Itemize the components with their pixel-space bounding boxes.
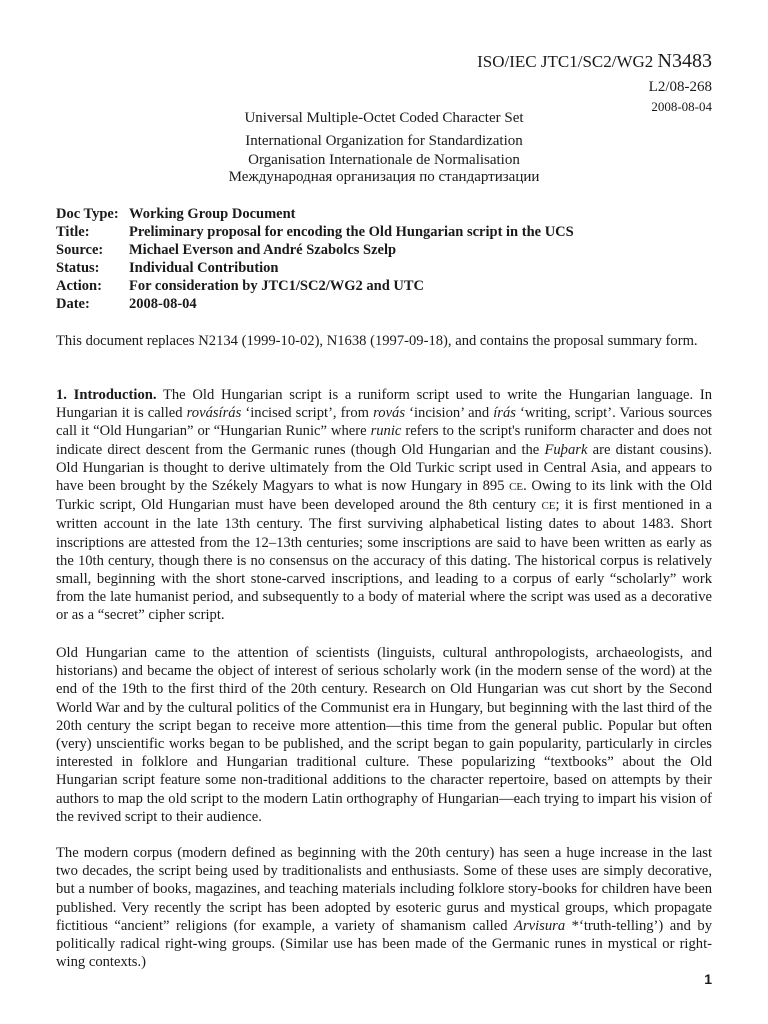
intro-paragraph-1: 1. Introduction. The Old Hungarian script is a runiform script used to write the Hungarian language. In Hungarian it is called rovásírás ‘incised script’, from rovás ‘incision’ and írás ‘writing, script’. Various sources call it “Old Hungarian” or “Hungarian Runic” where runic refers to the script's runiform character and does not indicate direct descent from the Germanic runes (though Old Hungarian and the Fuþark are distant cousins). Old Hungarian is thought to derive ultimately from the Old Turkic script used in Central Asia, and appears to have been brought by the Székely Magyars to what is now Hungary in 895 CE. Owing to its link with the Old Turkic script, Old Hungarian must have been developed around the 8th century CE; it is first mentioned in a written account in the late 13th century. The first surviving alphabetical listing dates to about 1483. Short inscriptions are attested from the 12–13th centuries; some inscriptions are said to have been written as early as the 10th century, though there is no consensus on the accuracy of this dating. The historical corpus is relatively small, beginning with the short stone-carved inscriptions, and leading to a corpus of early “scholarly” work from the late humanist period, and subsequently to a body of material where the script was used as a decorative or as a “secret” cipher script. [56,387,713,624]
org-line-3: Organisation Internationale de Normalisation [248,152,520,168]
meta-value: For consideration by JTC1/SC2/WG2 and UTC [129,278,425,294]
meta-row-source [56,241,574,259]
term-arvisura: Arvisura [514,917,566,934]
term-runic: runic [370,423,402,440]
term-rovas: rovás [373,405,406,422]
page-number: 1 [704,971,712,987]
meta-row-date [56,295,574,313]
org-line-1: Universal Multiple-Octet Coded Character Set [244,110,524,126]
document-metadata [56,205,574,313]
ref-number: N3483 [657,50,712,72]
era-abbrev: CE [541,500,556,513]
replacement-note: This document replaces N2134 (1999-10-02), N1638 (1997-09-18), and contains the proposal summary form. [56,333,698,349]
intro-paragraph-3: The modern corpus (modern defined as beginning with the 20th century) has seen a huge increase in the last two decades, the script being used by traditionalists and enthusiasts. Some of these uses are simply decorative, but a number of books, magazines, and teaching materials including folklore story-books for children have been published. Very recently the script has been adopted by esoteric gurus and mystical groups, which propagate fictitious “ancient” religions (for example, a variety of shamanism called Arvisura *‘truth-telling’) and by politically radical right-wing groups. (Similar use has been made of the Germanic runes in mystical or right-wing contexts.) [56,845,712,971]
meta-key: Title: [56,224,90,240]
intro-paragraph-2: Old Hungarian came to the attention of scientists (linguists, cultural anthropologists, archaeologists, and historians) and became the object of interest of serious scholarly work (in the modern sense of the word) at the end of the 19th to the first third of the 20th century. Research on Old Hungarian was cut short by the Second World War and by the cultural politics of the Communist era in Hungary, but beginning with the last third of the 20th century the script began to receive more attention—this time from the general public. Popular but often (very) unscientific works began to be published, and the script began to gain popularity, particularly in circles interested in folklore and Hungarian traditional culture. These popularizing “textbooks” about the Old Hungarian script feature some non-traditional additions to the character repertoire, based on attempts by their authors to map the old script to the modern Latin orthography of Hungarian—each trying to impart his vision of the revived script to their audience. [56,645,712,825]
meta-key: Status: [56,260,100,276]
meta-value: Working Group Document [129,206,296,222]
meta-row-doc-type [56,205,574,223]
document-reference [477,50,712,73]
meta-key: Doc Type: [56,206,119,222]
meta-row-action [56,277,574,295]
term-rovasiras: rovásírás [186,405,242,422]
l2-number: L2/08-268 [648,79,712,95]
meta-value: Michael Everson and André Szabolcs Szelp [129,242,397,258]
org-line-2: International Organization for Standardization [245,133,523,149]
meta-value: Preliminary proposal for encoding the Old Hungarian script in the UCS [129,224,574,240]
header-date: 2008-08-04 [651,99,712,114]
org-line-4: Международная организация по стандартизации [228,169,540,185]
meta-key: Action: [56,278,102,294]
ref-prefix: ISO/IEC JTC1/SC2/WG2 [477,52,654,71]
section-heading: 1. Introduction. [56,387,157,403]
era-abbrev: CE [509,481,524,494]
meta-value: Individual Contribution [129,260,279,276]
term-futhark: Fuþark [544,441,588,458]
meta-row-title [56,223,574,241]
meta-key: Date: [56,296,90,312]
meta-key: Source: [56,242,104,258]
meta-value: 2008-08-04 [129,296,197,312]
term-iras: írás [493,405,516,422]
meta-row-status [56,259,574,277]
